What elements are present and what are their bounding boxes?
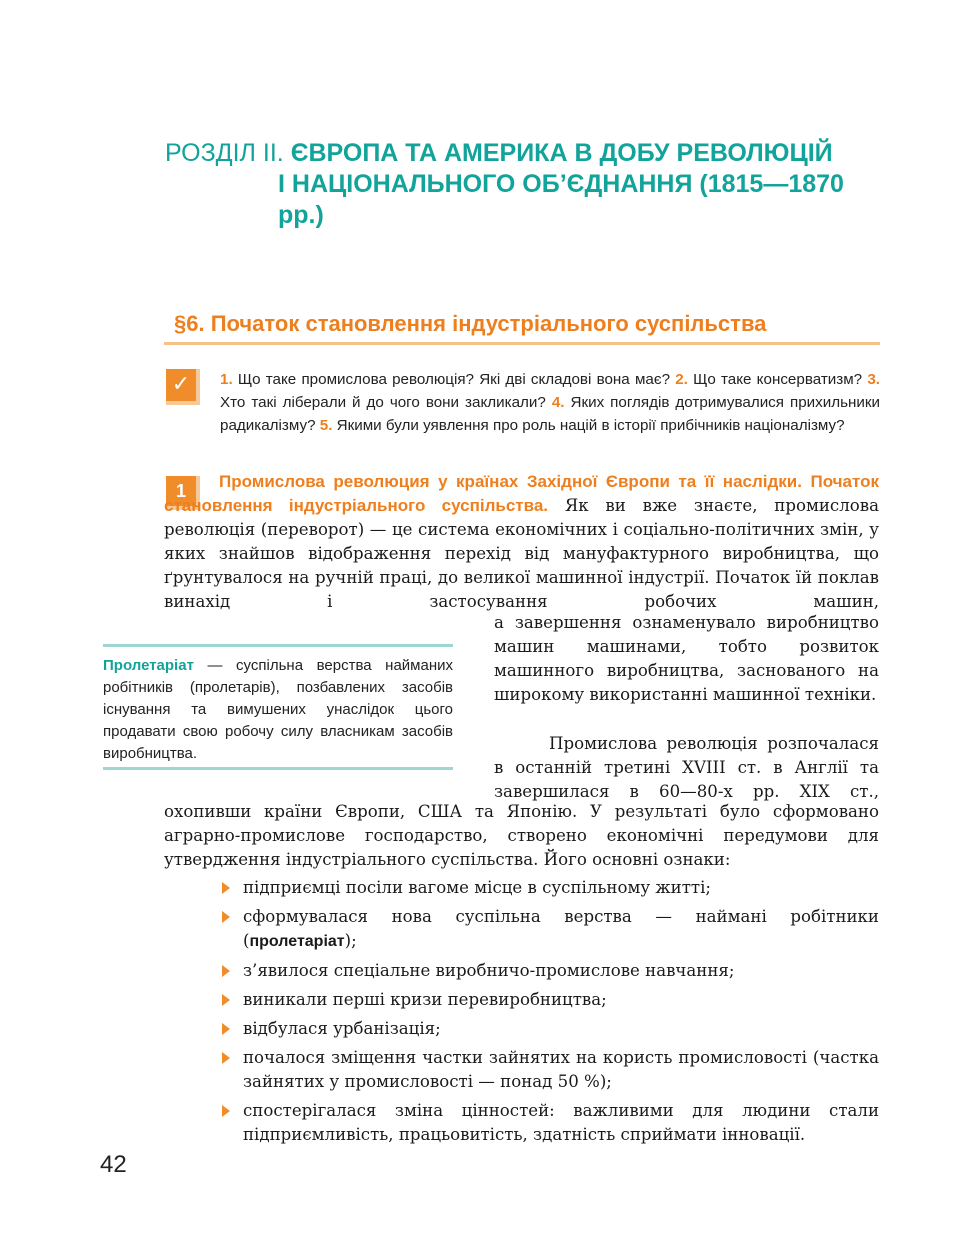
question-number: 4.	[551, 394, 565, 411]
list-item	[222, 905, 879, 954]
list-item	[222, 1099, 879, 1147]
question-number: 1.	[220, 371, 233, 388]
question-number: 2.	[675, 371, 688, 388]
subsection-number: 1	[166, 476, 200, 510]
list-item-tail: );	[344, 931, 357, 950]
list-item-text: почалося зміщення частки зайнятих на користь промисловості (частка зайнятих у промисловості — понад 50 %);	[243, 1048, 879, 1091]
list-item	[222, 959, 879, 983]
question-text: Що таке консерватизм?	[687, 371, 868, 388]
section-prefix: РОЗДІЛ II.	[165, 139, 291, 167]
list-item	[222, 1046, 879, 1094]
definition-box	[103, 655, 453, 765]
question-text: Що таке промислова революція? Які дві складові вона має?	[232, 371, 676, 388]
bullet-arrow-icon	[222, 882, 230, 894]
subsection-intro	[164, 470, 879, 614]
title-divider	[164, 342, 880, 345]
definition-top-rule	[103, 644, 453, 647]
list-item-term: пролетаріат	[249, 933, 345, 950]
section-title-line1: ЄВРОПА ТА АМЕРИКА В ДОБУ РЕВОЛЮЦІЙ	[290, 139, 833, 167]
question-number: 5.	[319, 417, 333, 434]
question-text: Яких поглядів дотримувалися прихильники радикалізму?	[220, 394, 880, 434]
question-text: Хто такі ліберали й до чого вони закликали?	[220, 394, 552, 411]
definition-bottom-rule	[103, 767, 453, 770]
body-text: охопивши країни Європи, США та Японію. У результаті було сформовано аграрно-промислове господарство, створено економічні передумови для утвердження індустріального суспільства. Його основні ознаки:	[164, 802, 879, 869]
list-item-text: підприємці посіли вагоме місце в суспільному житті;	[243, 878, 711, 897]
list-item-text: виникали перші кризи перевиробництва;	[243, 990, 607, 1009]
section-header	[165, 138, 885, 231]
review-questions	[220, 368, 880, 437]
bullet-arrow-icon	[222, 911, 230, 923]
paragraph-title: §6. Початок становлення індустріального суспільства	[174, 311, 767, 336]
bullet-arrow-icon	[222, 1052, 230, 1064]
section-title-line2: І НАЦІОНАЛЬНОГО ОБ’ЄДНАННЯ (1815—1870 рр.)	[278, 170, 844, 229]
question-number: 3.	[867, 371, 880, 388]
question-text: Якими були уявлення про роль націй в історії прибічників націоналізму?	[332, 417, 845, 434]
side-text-block-2: Промислова революція розпочалася в останній третині XVIII ст. в Англії та завершилася в 60—80-х рр. XIX ст.,	[494, 734, 879, 801]
subsection-heading: Промислова революция у країнах Західної Європи та її наслідки. Початок становлення індустріального суспільства.	[164, 472, 879, 515]
definition-term: Пролетаріат	[103, 657, 194, 674]
list-item-text: з’явилося спеціальне виробничо-промислове навчання;	[243, 961, 735, 980]
list-item-text: спостерігалася зміна цінностей: важливими для людини стали підприємливість, працьовитість, здатність сприймати інновації.	[243, 1101, 879, 1144]
definition-text: — суспільна верства найманих робітників (пролетарів), позбавлених засобів існування та вимушених унаслідок цього продавати свою робочу силу власникам засобів виробництва.	[103, 657, 453, 762]
bullet-arrow-icon	[222, 1023, 230, 1035]
side-text-block: а завершення ознаменувало виробництво машин машинами, тобто розвиток машинного виробництва, заснованого на широкому використанні машинної техніки.	[494, 613, 879, 704]
list-item-text: сформувалася нова суспільна верства — наймані робітники (	[243, 907, 879, 950]
list-item	[222, 1017, 879, 1041]
bullet-arrow-icon	[222, 1105, 230, 1117]
page-number: 42	[100, 1151, 127, 1178]
intro-text: Як ви вже знаєте, промислова революція (переворот) — це система економічних і соціально-політичних змін, у яких знайшов відображення перехід від мануфактурного виробництва, що ґрунтувалося на ручній праці, до великої машинної індустрії. Початок їй поклав винахід і застосування робочих машин,	[164, 496, 879, 611]
list-item-text: відбулася урбанізація;	[243, 1019, 441, 1038]
checkmark-icon: ✓	[166, 369, 200, 405]
list-item	[222, 876, 879, 900]
bullet-arrow-icon	[222, 965, 230, 977]
features-list	[222, 876, 879, 1152]
list-item	[222, 988, 879, 1012]
bullet-arrow-icon	[222, 994, 230, 1006]
